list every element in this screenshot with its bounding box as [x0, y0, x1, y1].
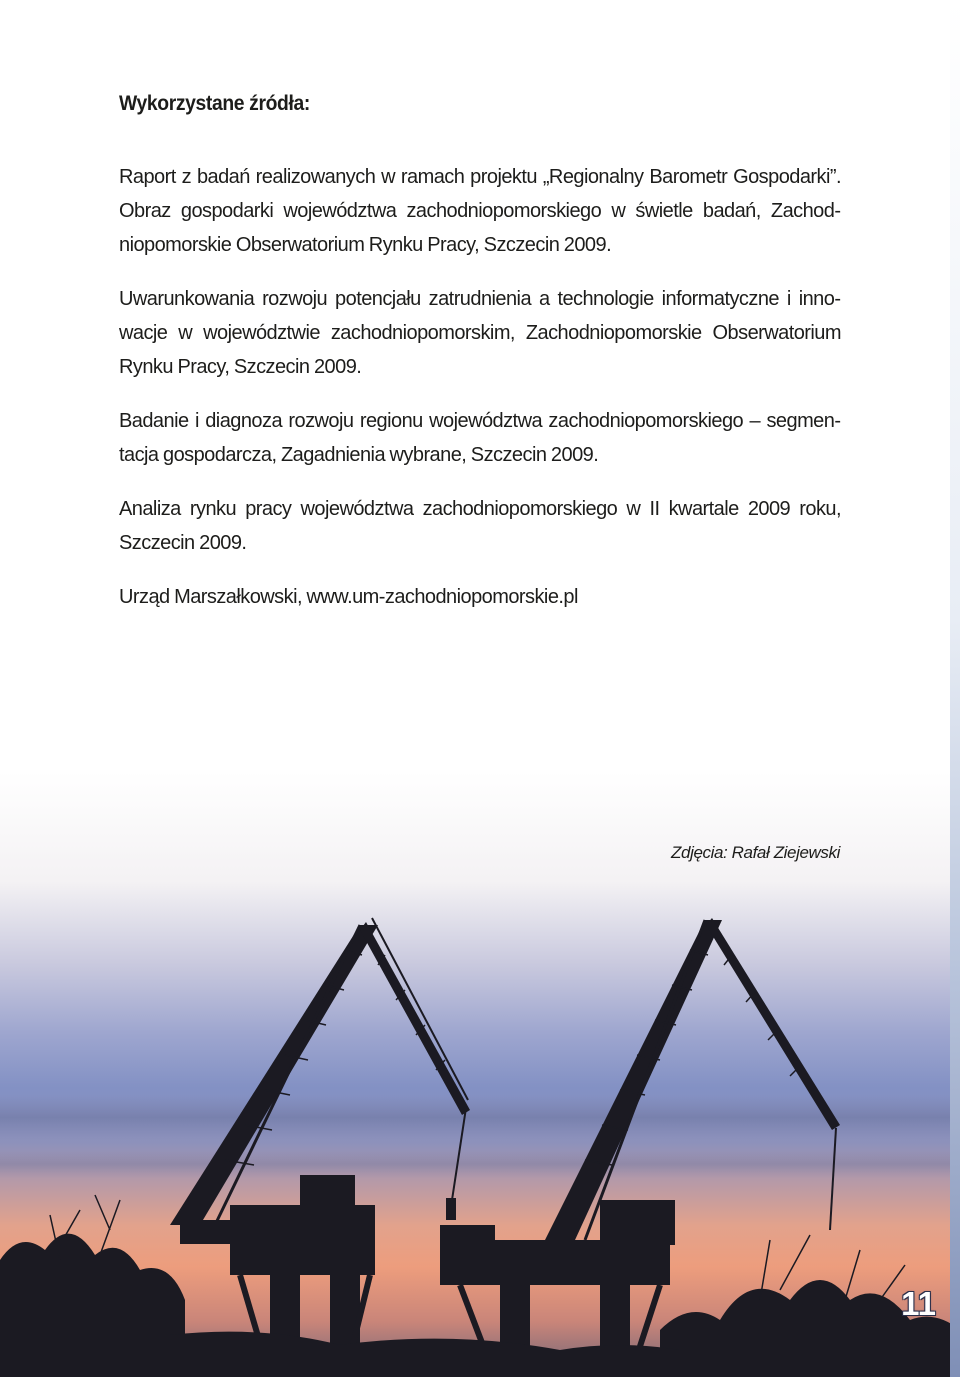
sources-heading: Wykorzystane źródła:	[119, 92, 310, 115]
sources-section	[119, 92, 841, 634]
source-entry-website: Urząd Marszałkowski, www.um-zachodniopomorskie.pl	[119, 586, 578, 608]
source-entry: Badanie i diagnoza rozwoju regionu województwa zachodniopomorskiego – segmentacja gospodarcza, Zagadnienia wybrane, Szczecin 2009.	[119, 410, 841, 466]
photo-credit: Zdjęcia: Rafał Ziejewski	[671, 843, 840, 862]
source-entry: Raport z badań realizowanych w ramach projektu „Regionalny Barometr Gospodarki”. Obraz gospodarki województwa zachodniopomorskiego w świetle badań, Zachodniopomorskie Obserwatorium Rynku Pracy, Szczecin 2009.	[119, 166, 841, 256]
source-entry: Analiza rynku pracy województwa zachodniopomorskiego w II kwartale 2009 roku, Szczecin 2009.	[119, 498, 841, 554]
side-color-band	[950, 0, 960, 1377]
source-entry: Uwarunkowania rozwoju potencjału zatrudnienia a technologie informatyczne i innowacje w województwie zachodniopomorskim, Zachodniopomorskie Obserwatorium Rynku Pracy, Szczecin 2009.	[119, 288, 841, 378]
page-number: 11	[901, 1285, 936, 1322]
